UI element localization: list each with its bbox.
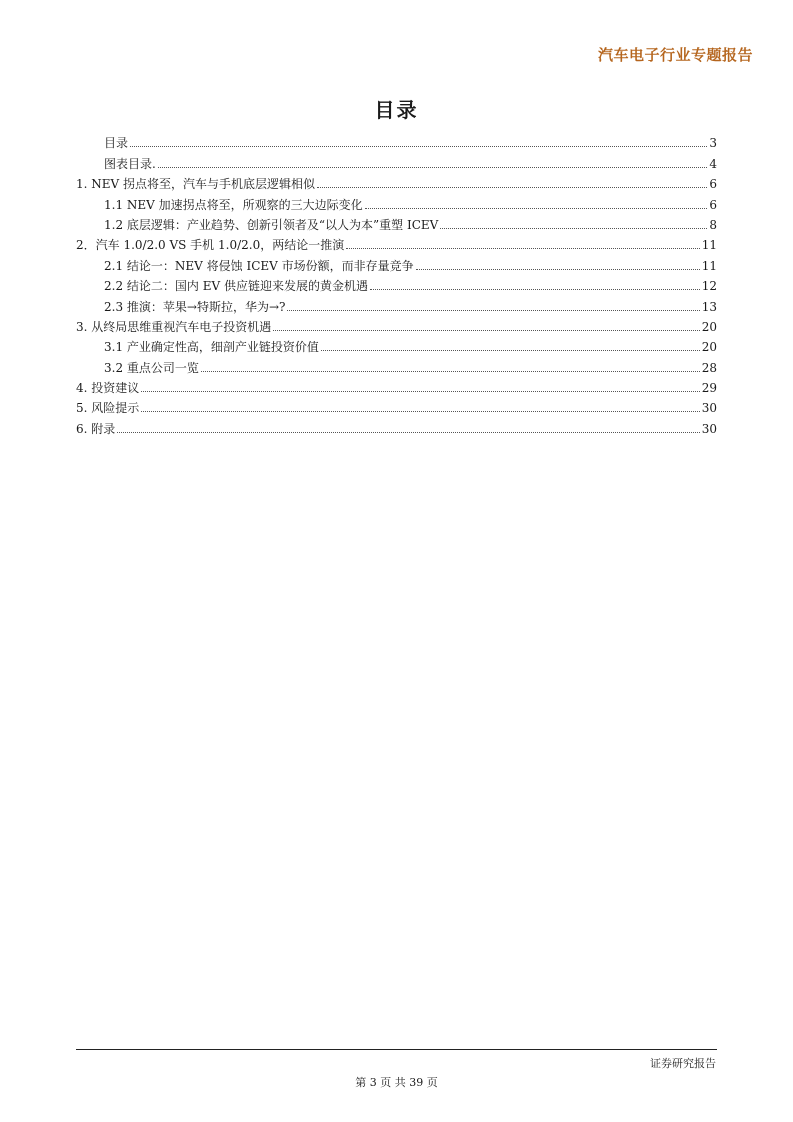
- toc-leader-dots: [117, 432, 699, 433]
- toc-entry[interactable]: [76, 273, 717, 293]
- toc-entry-page: 3: [709, 136, 717, 151]
- toc-leader-dots: [321, 350, 700, 351]
- toc-leader-dots: [287, 310, 699, 311]
- toc-entry[interactable]: [76, 130, 717, 150]
- toc-entry-label: 3.1 产业确定性高，细剖产业链投资价值: [104, 340, 319, 355]
- toc-leader-dots: [273, 330, 699, 331]
- toc-leader-dots: [416, 269, 700, 270]
- toc-entry-page: 12: [701, 279, 717, 294]
- toc-entry-page: 6: [709, 177, 717, 192]
- toc-entry-label: 1.1 NEV 加速拐点将至，所观察的三大边际变化: [104, 197, 363, 212]
- toc-title: 目录: [374, 98, 419, 122]
- page-number: 第 3 页 共 39 页: [355, 1076, 438, 1089]
- toc-entry-label: 2．汽车 1.0/2.0 VS 手机 1.0/2.0，两结论一推演: [76, 238, 345, 253]
- toc-entry-label: 图表目录.: [104, 156, 156, 171]
- toc-leader-dots: [201, 371, 700, 372]
- toc-entry[interactable]: [76, 252, 717, 272]
- toc-entry-label: 目录: [104, 136, 129, 151]
- toc-entry-page: 6: [709, 197, 717, 212]
- toc-entry[interactable]: [76, 334, 717, 354]
- toc-entry-label: 2.3 推演：苹果→特斯拉，华为→?: [104, 299, 286, 314]
- toc-entry-page: 20: [701, 340, 717, 355]
- toc-entry-page: 28: [701, 360, 717, 375]
- toc-entry-page: 30: [701, 421, 717, 436]
- footer-divider: [76, 1049, 717, 1050]
- toc-entry-label: 4. 投资建议: [76, 381, 140, 396]
- toc-entry-label: 1.2 底层逻辑：产业趋势、创新引领者及“以人为本”重塑 ICEV: [104, 217, 439, 232]
- toc-entry[interactable]: [76, 191, 717, 211]
- toc-entry[interactable]: [76, 150, 717, 170]
- toc-entry-label: 1. NEV 拐点将至，汽车与手机底层逻辑相似: [76, 177, 316, 192]
- toc-leader-dots: [158, 167, 708, 168]
- toc-entry-page: 11: [701, 238, 717, 253]
- toc-entry-page: 20: [701, 319, 717, 334]
- toc-entry[interactable]: [76, 314, 717, 334]
- toc-entry-label: 2.1 结论一：NEV 将侵蚀 ICEV 市场份额，而非存量竞争: [104, 258, 414, 273]
- toc-entry[interactable]: [76, 375, 717, 395]
- toc-leader-dots: [317, 187, 707, 188]
- toc-leader-dots: [346, 248, 700, 249]
- toc-entry[interactable]: [76, 171, 717, 191]
- toc-entry[interactable]: [76, 232, 717, 252]
- toc-entry-page: 13: [701, 299, 717, 314]
- footer-report-label: 证券研究报告: [650, 1057, 716, 1070]
- toc-entry-label: 6. 附录: [76, 421, 116, 436]
- toc-leader-dots: [440, 228, 707, 229]
- report-category-header: 汽车电子行业专题报告: [597, 46, 753, 64]
- toc-leader-dots: [370, 289, 700, 290]
- toc-entry-label: 3. 从终局思维重视汽车电子投资机遇: [76, 319, 272, 334]
- toc-leader-dots: [141, 391, 699, 392]
- toc-leader-dots: [141, 411, 699, 412]
- toc-entry-page: 11: [701, 258, 717, 273]
- toc-leader-dots: [130, 146, 707, 147]
- toc-entry[interactable]: [76, 395, 717, 415]
- toc-entry[interactable]: [76, 354, 717, 374]
- toc-entry-label: 3.2 重点公司一览: [104, 360, 199, 375]
- toc-entry-page: 4: [709, 156, 717, 171]
- toc-entry-page: 30: [701, 401, 717, 416]
- toc-entry[interactable]: [76, 293, 717, 313]
- toc-entry-label: 2.2 结论二：国内 EV 供应链迎来发展的黄金机遇: [104, 279, 368, 294]
- toc-entry-page: 29: [701, 381, 717, 396]
- toc-entry[interactable]: [76, 212, 717, 232]
- table-of-contents: [76, 130, 717, 436]
- toc-entry-label: 5. 风险提示: [76, 401, 140, 416]
- toc-leader-dots: [365, 208, 708, 209]
- toc-entry-page: 8: [709, 217, 717, 232]
- toc-entry[interactable]: [76, 415, 717, 435]
